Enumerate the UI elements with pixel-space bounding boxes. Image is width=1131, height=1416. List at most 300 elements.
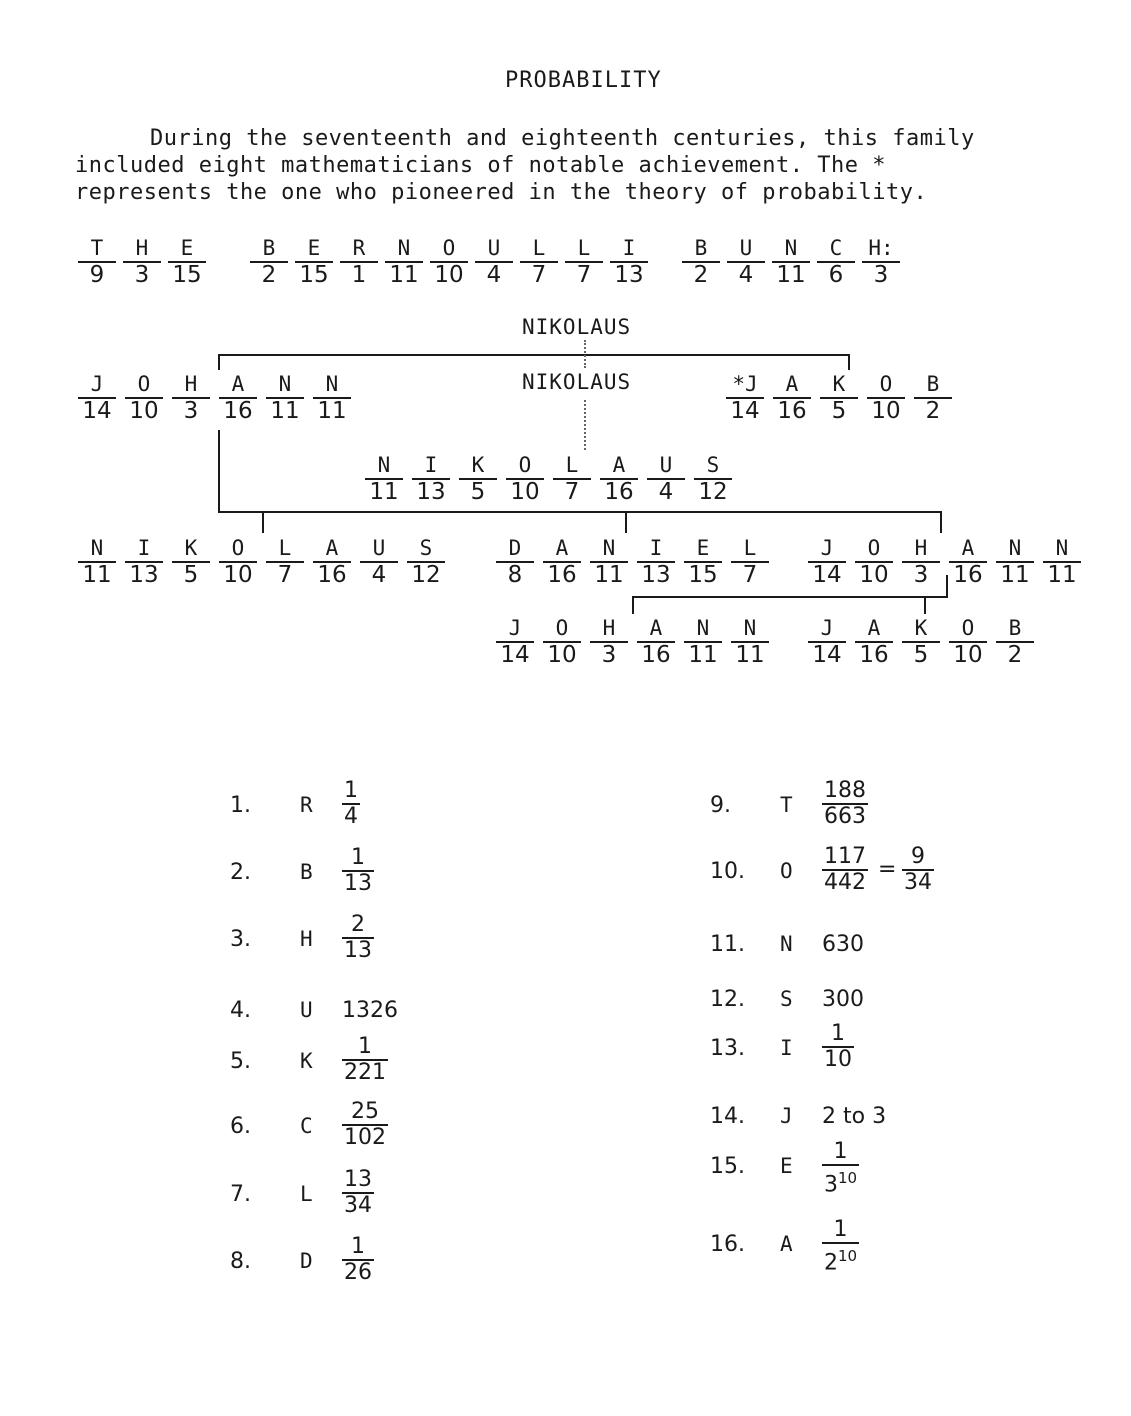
cell-letter: E xyxy=(696,536,710,560)
cell-letter: A xyxy=(612,453,626,477)
cell-letter: H xyxy=(135,236,149,260)
key-letter: R xyxy=(300,793,313,817)
fraction-denominator: 26 xyxy=(344,1260,372,1285)
cell-number: 10 xyxy=(434,262,464,288)
tree-line-gs1 xyxy=(632,596,634,614)
puzzle-cell xyxy=(859,236,903,286)
key-number: 11. xyxy=(710,932,745,957)
fraction-numerator: 13 xyxy=(344,1167,372,1192)
key-fraction xyxy=(342,1235,374,1285)
answer-key-item xyxy=(230,779,530,835)
puzzle-cell xyxy=(946,536,990,586)
cell-letter: A xyxy=(325,536,339,560)
puzzle-cell xyxy=(404,536,448,586)
cell-letter: I xyxy=(424,453,438,477)
key-number: 4. xyxy=(230,998,251,1023)
fraction-denominator: 13 xyxy=(344,938,372,963)
cell-letter: S xyxy=(419,536,433,560)
cell-letter: N xyxy=(278,372,292,396)
key-letter: N xyxy=(780,932,793,956)
tree-line-son1 xyxy=(262,511,264,533)
cell-number: 13 xyxy=(129,562,159,588)
answer-key-item xyxy=(710,845,1010,901)
puzzle-cell xyxy=(310,372,354,422)
cell-number: 4 xyxy=(658,479,674,505)
puzzle-cell xyxy=(540,616,584,666)
puzzle-cell xyxy=(472,236,516,286)
fraction-denominator: 102 xyxy=(344,1125,386,1150)
puzzle-cell xyxy=(993,616,1037,666)
cell-number: 11 xyxy=(317,398,347,424)
cell-number: 11 xyxy=(389,262,419,288)
puzzle-cell xyxy=(216,372,260,422)
cell-number: 13 xyxy=(641,562,671,588)
page-title: PROBABILITY xyxy=(505,68,662,93)
cell-letter: N xyxy=(397,236,411,260)
puzzle-cell xyxy=(723,372,767,422)
cell-letter: N xyxy=(325,372,339,396)
cell-number: 11 xyxy=(82,562,112,588)
cell-number: 4 xyxy=(486,262,502,288)
cell-letter: H xyxy=(602,616,616,640)
cell-number: 12 xyxy=(698,479,728,505)
key-fraction-simplified xyxy=(902,845,934,895)
puzzle-cell xyxy=(169,536,213,586)
cell-letter: I xyxy=(622,236,636,260)
puzzle-cell xyxy=(587,536,631,586)
key-number: 3. xyxy=(230,927,251,952)
puzzle-cell xyxy=(540,536,584,586)
puzzle-cell xyxy=(728,536,772,586)
answer-key-item xyxy=(230,984,530,1040)
cell-number: 4 xyxy=(371,562,387,588)
tree-line-gs2 xyxy=(924,596,926,614)
puzzle-cell xyxy=(550,453,594,503)
puzzle-cell xyxy=(993,536,1037,586)
tree-line-son3 xyxy=(940,511,942,533)
key-value: 300 xyxy=(822,987,864,1012)
tree-line-sons xyxy=(218,511,942,513)
key-fraction xyxy=(342,1100,388,1150)
cell-letter: N xyxy=(784,236,798,260)
answer-key-item xyxy=(710,973,1010,1029)
answer-key-item xyxy=(230,1235,530,1291)
cell-letter: O xyxy=(518,453,532,477)
puzzle-cell xyxy=(247,236,291,286)
cell-number: 5 xyxy=(831,398,847,424)
cell-number: 13 xyxy=(614,262,644,288)
cell-letter: A xyxy=(555,536,569,560)
puzzle-cell xyxy=(691,453,735,503)
cell-number: 9 xyxy=(89,262,105,288)
fraction-denominator: 34 xyxy=(344,1193,372,1218)
cell-letter: O xyxy=(961,616,975,640)
tree-line-grandsons xyxy=(632,596,948,598)
key-letter: B xyxy=(300,860,313,884)
nikolaus-top-label: NIKOLAUS xyxy=(522,315,632,339)
cell-number: 16 xyxy=(641,642,671,668)
cell-letter: A xyxy=(649,616,663,640)
key-letter: A xyxy=(780,1232,793,1256)
answer-key-item xyxy=(230,913,530,969)
cell-letter: U xyxy=(487,236,501,260)
puzzle-cell xyxy=(805,536,849,586)
cell-letter: A xyxy=(231,372,245,396)
cell-number: 5 xyxy=(913,642,929,668)
cell-number: 10 xyxy=(510,479,540,505)
key-letter: U xyxy=(300,998,313,1022)
denominator-exponent: 10 xyxy=(838,1169,858,1187)
cell-number: 7 xyxy=(531,262,547,288)
tree-line-top xyxy=(218,354,850,356)
puzzle-cell xyxy=(165,236,209,286)
cell-letter: I xyxy=(137,536,151,560)
cell-letter: N xyxy=(602,536,616,560)
puzzle-cell xyxy=(456,453,500,503)
puzzle-cell xyxy=(681,536,725,586)
answer-key-item xyxy=(710,779,1010,835)
key-number: 15. xyxy=(710,1154,745,1179)
puzzle-cell xyxy=(597,453,641,503)
key-letter: T xyxy=(780,793,793,817)
fraction-numerator: 188 xyxy=(824,778,866,803)
denominator-exponent: 10 xyxy=(838,1247,858,1265)
intro-line-2: included eight mathematicians of notable achievement. The * xyxy=(75,153,886,178)
cell-number: 2 xyxy=(693,262,709,288)
puzzle-cell xyxy=(75,372,119,422)
fraction-numerator: 1 xyxy=(822,1140,859,1166)
cell-letter: N xyxy=(743,616,757,640)
cell-letter: E xyxy=(307,236,321,260)
puzzle-cell xyxy=(503,453,547,503)
intro-line-3: represents the one who pioneered in the theory of probability. xyxy=(75,180,928,205)
cell-number: 7 xyxy=(277,562,293,588)
puzzle-cell xyxy=(409,453,453,503)
cell-letter: C xyxy=(829,236,843,260)
cell-letter: I xyxy=(649,536,663,560)
cell-number: 7 xyxy=(742,562,758,588)
cell-number: 11 xyxy=(369,479,399,505)
fraction-numerator: 1 xyxy=(822,1022,854,1048)
cell-letter: N xyxy=(90,536,104,560)
key-letter: E xyxy=(780,1154,793,1178)
cell-number: 10 xyxy=(129,398,159,424)
key-number: 8. xyxy=(230,1249,251,1274)
cell-number: 10 xyxy=(871,398,901,424)
cell-letter: T xyxy=(90,236,104,260)
cell-number: 15 xyxy=(688,562,718,588)
key-letter: H xyxy=(300,927,313,951)
cell-letter: H: xyxy=(868,236,894,260)
cell-letter: L xyxy=(278,536,292,560)
answer-key-item xyxy=(710,1218,1010,1274)
cell-letter: B xyxy=(1008,616,1022,640)
cell-letter: R xyxy=(352,236,366,260)
cell-number: 3 xyxy=(601,642,617,668)
cell-number: 12 xyxy=(411,562,441,588)
answer-key-item xyxy=(230,1035,530,1091)
puzzle-cell xyxy=(770,372,814,422)
cell-number: 14 xyxy=(730,398,760,424)
cell-number: 2 xyxy=(261,262,277,288)
cell-letter: H xyxy=(184,372,198,396)
puzzle-cell xyxy=(728,616,772,666)
cell-number: 15 xyxy=(299,262,329,288)
answer-key-item xyxy=(710,1022,1010,1078)
cell-letter: D xyxy=(508,536,522,560)
cell-letter: U xyxy=(739,236,753,260)
key-value: 1326 xyxy=(342,998,398,1023)
cell-letter: A xyxy=(961,536,975,560)
puzzle-cell xyxy=(517,236,561,286)
key-value: 630 xyxy=(822,932,864,957)
puzzle-cell xyxy=(310,536,354,586)
puzzle-cell xyxy=(292,236,336,286)
cell-letter: J xyxy=(508,616,522,640)
cell-letter: J xyxy=(820,616,834,640)
answer-key-item xyxy=(230,1100,530,1156)
intro-line-1: During the seventeenth and eighteenth centuries, this family xyxy=(150,126,975,151)
cell-letter: N xyxy=(1055,536,1069,560)
cell-number: 16 xyxy=(604,479,634,505)
fraction-numerator: 1 xyxy=(344,778,358,803)
cell-number: 2 xyxy=(925,398,941,424)
key-number: 6. xyxy=(230,1114,251,1139)
key-number: 10. xyxy=(710,859,745,884)
puzzle-cell xyxy=(724,236,768,286)
fraction-numerator: 117 xyxy=(824,844,866,869)
answer-key-item xyxy=(230,1168,530,1224)
puzzle-cell xyxy=(122,372,166,422)
cell-number: 11 xyxy=(270,398,300,424)
cell-number: 7 xyxy=(576,262,592,288)
cell-number: 11 xyxy=(594,562,624,588)
tree-dots-mid xyxy=(584,400,586,450)
fraction-denominator: 10 xyxy=(824,1047,852,1072)
key-number: 13. xyxy=(710,1036,745,1061)
key-letter: S xyxy=(780,987,793,1011)
puzzle-cell xyxy=(817,372,861,422)
key-fraction xyxy=(342,1035,388,1085)
puzzle-cell xyxy=(169,372,213,422)
puzzle-cell xyxy=(562,236,606,286)
cell-number: 11 xyxy=(735,642,765,668)
puzzle-cell xyxy=(263,536,307,586)
equals-sign: = xyxy=(878,857,897,882)
puzzle-cell xyxy=(382,236,426,286)
cell-number: 11 xyxy=(688,642,718,668)
key-fraction xyxy=(342,779,360,829)
key-number: 2. xyxy=(230,860,251,885)
puzzle-cell xyxy=(263,372,307,422)
cell-letter: E xyxy=(180,236,194,260)
cell-number: 11 xyxy=(1047,562,1077,588)
puzzle-cell xyxy=(75,536,119,586)
cell-number: 3 xyxy=(913,562,929,588)
puzzle-cell xyxy=(362,453,406,503)
cell-letter: B xyxy=(262,236,276,260)
key-number: 1. xyxy=(230,793,251,818)
puzzle-cell xyxy=(864,372,908,422)
tree-line-son2 xyxy=(625,511,627,533)
cell-number: 2 xyxy=(1007,642,1023,668)
key-letter: K xyxy=(300,1049,313,1073)
fraction-numerator: 9 xyxy=(902,845,934,871)
cell-number: 14 xyxy=(82,398,112,424)
fraction-numerator: 1 xyxy=(342,1035,388,1061)
cell-number: 3 xyxy=(183,398,199,424)
key-letter: D xyxy=(300,1249,313,1273)
key-fraction xyxy=(822,1140,859,1197)
fraction-denominator xyxy=(822,1166,859,1197)
tree-dots-top xyxy=(584,340,586,368)
puzzle-cell xyxy=(337,236,381,286)
cell-letter: L xyxy=(577,236,591,260)
puzzle-cell xyxy=(644,453,688,503)
cell-letter: H xyxy=(914,536,928,560)
answer-key-item xyxy=(710,1090,1010,1146)
cell-letter: B xyxy=(926,372,940,396)
answer-key-item xyxy=(230,846,530,902)
cell-letter: N xyxy=(696,616,710,640)
cell-letter: K xyxy=(832,372,846,396)
cell-letter: O xyxy=(442,236,456,260)
cell-number: 16 xyxy=(953,562,983,588)
cell-number: 15 xyxy=(172,262,202,288)
key-letter: C xyxy=(300,1114,313,1138)
cell-letter: S xyxy=(706,453,720,477)
cell-number: 10 xyxy=(223,562,253,588)
fraction-numerator: 2 xyxy=(342,913,374,939)
puzzle-cell xyxy=(946,616,990,666)
puzzle-cell xyxy=(357,536,401,586)
key-number: 9. xyxy=(710,793,731,818)
cell-letter: U xyxy=(659,453,673,477)
cell-number: 11 xyxy=(776,262,806,288)
tree-line-gs-down xyxy=(946,575,948,597)
fraction-denominator: 13 xyxy=(344,871,372,896)
fraction-numerator: 1 xyxy=(342,846,374,872)
key-fraction xyxy=(822,845,868,895)
cell-letter: L xyxy=(743,536,757,560)
key-letter: L xyxy=(300,1182,313,1206)
cell-letter: J xyxy=(90,372,104,396)
cell-number: 16 xyxy=(547,562,577,588)
cell-number: 16 xyxy=(317,562,347,588)
puzzle-cell xyxy=(493,616,537,666)
cell-number: 11 xyxy=(1000,562,1030,588)
answer-key-item xyxy=(710,918,1010,974)
cell-letter: A xyxy=(785,372,799,396)
tree-line-johann-down xyxy=(218,430,220,512)
puzzle-cell xyxy=(1040,536,1084,586)
key-fraction xyxy=(822,1022,854,1072)
cell-letter: K xyxy=(914,616,928,640)
cell-letter: O xyxy=(879,372,893,396)
puzzle-cell xyxy=(814,236,858,286)
cell-letter: L xyxy=(565,453,579,477)
puzzle-cell xyxy=(899,536,943,586)
puzzle-cell xyxy=(911,372,955,422)
cell-number: 16 xyxy=(777,398,807,424)
puzzle-cell xyxy=(587,616,631,666)
cell-number: 4 xyxy=(738,262,754,288)
fraction-denominator: 34 xyxy=(904,870,932,895)
key-number: 5. xyxy=(230,1049,251,1074)
cell-number: 3 xyxy=(134,262,150,288)
fraction-denominator: 221 xyxy=(344,1060,386,1085)
key-fraction xyxy=(342,913,374,963)
puzzle-cell xyxy=(634,616,678,666)
cell-letter: U xyxy=(372,536,386,560)
denominator-base: 2 xyxy=(824,1250,838,1276)
tree-line-left-drop xyxy=(218,354,220,370)
puzzle-cell xyxy=(120,236,164,286)
cell-number: 1 xyxy=(351,262,367,288)
key-value: 2 to 3 xyxy=(822,1104,887,1129)
puzzle-cell xyxy=(899,616,943,666)
cell-letter: B xyxy=(694,236,708,260)
tree-line-right-drop xyxy=(848,354,850,370)
cell-number: 14 xyxy=(812,562,842,588)
cell-number: 14 xyxy=(812,642,842,668)
puzzle-cell xyxy=(122,536,166,586)
puzzle-cell xyxy=(634,536,678,586)
cell-number: 16 xyxy=(859,642,889,668)
cell-number: 10 xyxy=(547,642,577,668)
fraction-numerator: 1 xyxy=(342,1235,374,1261)
cell-letter: O xyxy=(137,372,151,396)
puzzle-cell xyxy=(681,616,725,666)
fraction-denominator: 442 xyxy=(824,870,866,895)
puzzle-cell xyxy=(852,616,896,666)
puzzle-cell xyxy=(493,536,537,586)
puzzle-cell xyxy=(607,236,651,286)
key-number: 14. xyxy=(710,1104,745,1129)
cell-number: 10 xyxy=(953,642,983,668)
puzzle-cell xyxy=(75,236,119,286)
cell-number: 13 xyxy=(416,479,446,505)
puzzle-cell xyxy=(427,236,471,286)
cell-letter: K xyxy=(184,536,198,560)
cell-letter: O xyxy=(867,536,881,560)
fraction-denominator: 4 xyxy=(344,804,358,829)
key-fraction xyxy=(822,779,868,829)
cell-letter: A xyxy=(867,616,881,640)
nikolaus-mid-label: NIKOLAUS xyxy=(522,370,632,394)
cell-number: 8 xyxy=(507,562,523,588)
fraction-numerator: 1 xyxy=(822,1218,859,1244)
cell-number: 3 xyxy=(873,262,889,288)
fraction-denominator xyxy=(822,1244,859,1275)
cell-letter: L xyxy=(532,236,546,260)
puzzle-cell xyxy=(679,236,723,286)
key-fraction xyxy=(342,846,374,896)
key-letter: I xyxy=(780,1036,793,1060)
puzzle-cell xyxy=(769,236,813,286)
cell-number: 6 xyxy=(828,262,844,288)
answer-key-item xyxy=(710,1140,1010,1196)
cell-letter: N xyxy=(1008,536,1022,560)
puzzle-cell xyxy=(805,616,849,666)
cell-number: 7 xyxy=(564,479,580,505)
fraction-denominator: 663 xyxy=(824,804,866,829)
key-number: 16. xyxy=(710,1232,745,1257)
cell-number: 14 xyxy=(500,642,530,668)
cell-letter: O xyxy=(231,536,245,560)
cell-number: 16 xyxy=(223,398,253,424)
key-number: 7. xyxy=(230,1182,251,1207)
